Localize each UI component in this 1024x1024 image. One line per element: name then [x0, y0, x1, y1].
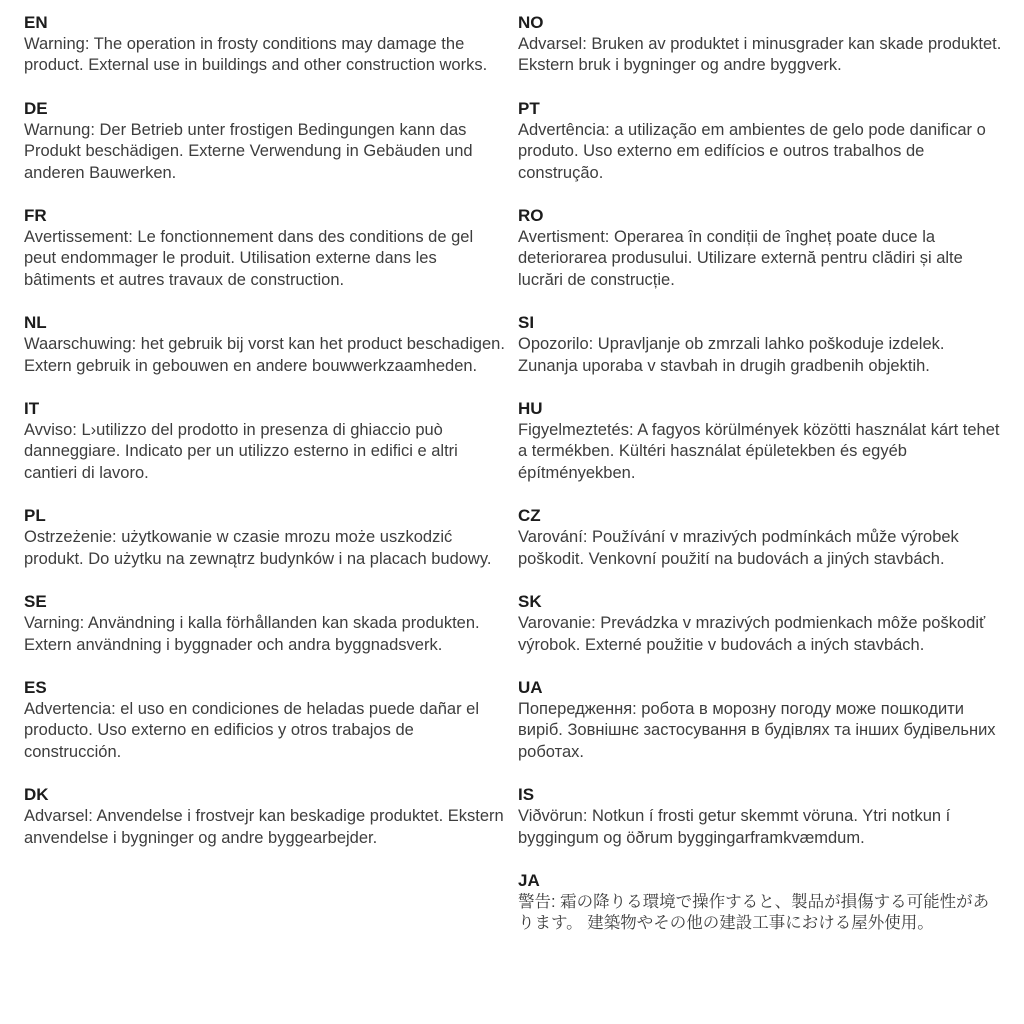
left-column — [24, 12, 508, 956]
language-code-hu: HU — [518, 399, 543, 419]
warning-text-is: Viðvörun: Notkun í frosti getur skemmt vöruna. Ytri notkun í byggingum og öðrum byggingarframkvæmdum. — [518, 807, 951, 847]
language-section-is — [518, 784, 1002, 849]
warning-text-ro: Avertisment: Operarea în condiții de îngheț poate duce la deteriorarea produsului. Utilizare externă pentru clădiri și alte lucrări de construcție. — [518, 228, 963, 289]
warning-text-en: Warning: The operation in frosty conditions may damage the product. External use in buildings and other construction works. — [24, 35, 488, 75]
language-section-si — [518, 312, 1002, 377]
warning-text-hu: Figyelmeztetés: A fagyos körülmények közötti használat kárt tehet a termékben. Kültéri használat épületekben és egyéb építményekben. — [518, 421, 1000, 482]
language-section-it — [24, 398, 508, 484]
language-code-se: SE — [24, 592, 47, 612]
warning-text-it: Avviso: L›utilizzo del prodotto in presenza di ghiaccio può danneggiare. Indicato per un utilizzo esterno in edifici e altri cantieri di lavoro. — [24, 421, 458, 482]
language-section-cz — [518, 505, 1002, 570]
warning-text-ua: Попередження: робота в морозну погоду може пошкодити виріб. Зовнішнє застосування в будівлях та інших будівельних роботах. — [518, 699, 996, 761]
language-section-nl — [24, 312, 508, 377]
language-code-cz: CZ — [518, 506, 541, 526]
language-section-en — [24, 12, 508, 77]
language-section-pt — [518, 98, 1002, 184]
right-column — [518, 12, 1002, 956]
warning-text-dk: Advarsel: Anvendelse i frostvejr kan beskadige produktet. Ekstern anvendelse i bygninger og andre byggearbejder. — [24, 807, 504, 847]
language-code-pl: PL — [24, 506, 46, 526]
language-code-nl: NL — [24, 313, 47, 333]
warning-text-fr: Avertissement: Le fonctionnement dans des conditions de gel peut endommager le produit. Utilisation externe dans les bâtiments et autres travaux de construction. — [24, 228, 474, 289]
warning-text-nl: Waarschuwing: het gebruik bij vorst kan het product beschadigen. Extern gebruik in gebouwen en andere bouwwerkzaamheden. — [24, 335, 505, 375]
warning-text-cz: Varování: Používání v mrazivých podmínkách může výrobek poškodit. Venkovní použití na budovách a jiných stavbách. — [518, 528, 959, 568]
language-code-es: ES — [24, 677, 47, 697]
warning-text-de: Warnung: Der Betrieb unter frostigen Bedingungen kann das Produkt beschädigen. Externe Verwendung in Gebäuden und anderen Bauwerken. — [24, 120, 473, 182]
language-section-es — [24, 677, 508, 763]
warning-text-es: Advertencia: el uso en condiciones de heladas puede dañar el producto. Uso externo en edificios y otros trabajos de construcción. — [24, 699, 479, 761]
language-section-hu — [518, 398, 1002, 484]
warning-text-no: Advarsel: Bruken av produktet i minusgrader kan skade produktet. Ekstern bruk i bygninger og andre byggverk. — [518, 35, 1002, 75]
warning-text-ja: 警告: 霜の降りる環境で操作すると、製品が損傷する可能性があります。 建築物やその他の建設工事における屋外使用。 — [518, 892, 990, 933]
language-section-fr — [24, 205, 508, 291]
language-section-no — [518, 12, 1002, 77]
language-code-sk: SK — [518, 592, 542, 612]
language-section-de — [24, 98, 508, 184]
warning-text-si: Opozorilo: Upravljanje ob zmrzali lahko poškoduje izdelek. Zunanja uporaba v stavbah in drugih gradbenih objektih. — [518, 335, 945, 375]
language-section-pl — [24, 505, 508, 570]
language-section-ua — [518, 677, 1002, 763]
language-code-de: DE — [24, 98, 48, 118]
language-code-it: IT — [24, 399, 40, 419]
warning-text-sk: Varovanie: Prevádzka v mrazivých podmienkach môže poškodiť výrobok. Externé použitie v budovách a iných stavbách. — [518, 614, 986, 654]
language-code-fr: FR — [24, 206, 47, 226]
language-code-si: SI — [518, 313, 535, 333]
language-code-ro: RO — [518, 206, 544, 226]
language-code-ja: JA — [518, 870, 540, 890]
language-section-ja — [518, 870, 1002, 935]
language-code-no: NO — [518, 13, 544, 32]
language-code-ua: UA — [518, 677, 543, 697]
language-section-sk — [518, 591, 1002, 656]
warning-text-pl: Ostrzeżenie: użytkowanie w czasie mrozu może uszkodzić produkt. Do użytku na zewnątrz budynków i na placach budowy. — [24, 528, 492, 568]
language-code-is: IS — [518, 785, 535, 805]
warning-text-pt: Advertência: a utilização em ambientes de gelo pode danificar o produto. Uso externo em edifícios e outros trabalhos de construção. — [518, 120, 986, 182]
language-section-ro — [518, 205, 1002, 291]
language-code-dk: DK — [24, 785, 49, 805]
language-code-pt: PT — [518, 98, 540, 118]
language-section-se — [24, 591, 508, 656]
language-code-en: EN — [24, 13, 48, 32]
warning-text-se: Varning: Användning i kalla förhållanden kan skada produkten. Extern användning i byggnader och andra byggnadsverk. — [24, 614, 480, 654]
language-section-dk — [24, 784, 508, 849]
